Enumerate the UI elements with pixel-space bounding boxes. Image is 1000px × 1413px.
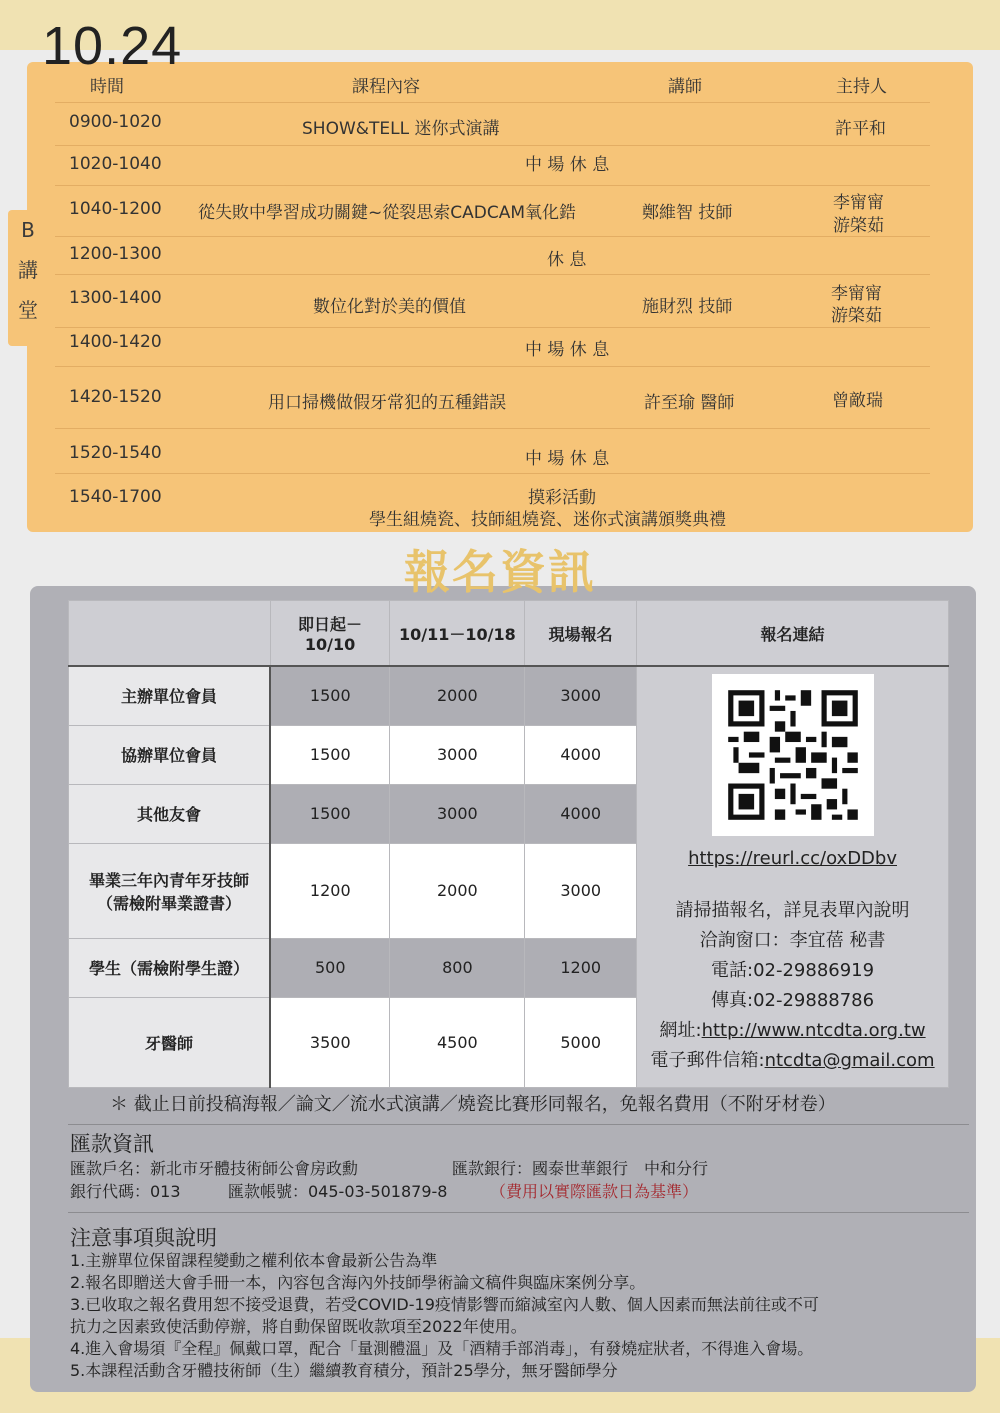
hall-char: 講 bbox=[18, 258, 38, 282]
website-link[interactable]: http://www.ntcdta.org.tw bbox=[701, 1020, 926, 1041]
fee-mid: 800 bbox=[390, 938, 525, 997]
fee-mid: 2000 bbox=[390, 666, 525, 725]
website-label: 網址: bbox=[659, 1020, 702, 1041]
fee-header-link: 報名連結 bbox=[637, 601, 949, 667]
divider bbox=[68, 1212, 969, 1213]
event-date: 10.24 bbox=[42, 16, 183, 76]
fee-row bbox=[69, 666, 949, 725]
row-host-2: 游棨茹 bbox=[831, 306, 882, 326]
hall-tab bbox=[8, 210, 48, 346]
header-host: 主持人 bbox=[836, 77, 887, 97]
row-time: 1520-1540 bbox=[69, 443, 162, 463]
remit-bank: 匯款銀行：國泰世華銀行 中和分行 bbox=[452, 1159, 709, 1178]
registration-link[interactable]: https://reurl.cc/oxDDbv bbox=[688, 848, 897, 869]
row-content: 從失敗中學習成功關鍵~從裂思索CADCAM氧化鋯 bbox=[198, 203, 577, 223]
schedule-row bbox=[55, 237, 930, 275]
fee-header-onsite: 現場報名 bbox=[525, 601, 637, 667]
schedule-row bbox=[55, 275, 930, 328]
row-content: SHOW&TELL 迷你式演講 bbox=[302, 119, 500, 139]
row-time: 1300-1400 bbox=[69, 288, 162, 308]
row-content: 用口掃機做假牙常犯的五種錯誤 bbox=[268, 393, 506, 413]
fee-mid: 4500 bbox=[390, 997, 525, 1087]
row-time: 1200-1300 bbox=[69, 244, 162, 264]
schedule-row bbox=[55, 429, 930, 474]
fee-category: 協辦單位會員 bbox=[69, 725, 271, 784]
fee-category: 主辦單位會員 bbox=[69, 666, 271, 725]
footnote: ＊ 截止日前投稿海報／論文／流水式演講／燒瓷比賽形同報名，免報名費用（不附牙材卷） bbox=[110, 1094, 836, 1115]
row-time: 1040-1200 bbox=[69, 199, 162, 219]
fee-category-line1: 畢業三年內青年牙技師 bbox=[89, 870, 250, 890]
note-item: 抗力之因素致使活動停辦，將自動保留既收款項至2022年使用。 bbox=[70, 1317, 527, 1336]
fee-onsite: 5000 bbox=[525, 997, 637, 1087]
row-host: 李甯甯 bbox=[833, 193, 884, 213]
header-speaker: 講師 bbox=[668, 77, 702, 97]
row-content: 摸彩活動 bbox=[528, 488, 596, 508]
qr-code[interactable] bbox=[712, 674, 874, 836]
fee-header-blank bbox=[69, 601, 271, 667]
fee-onsite: 4000 bbox=[525, 784, 637, 843]
fee-category-line2: （需檢附畢業證書） bbox=[97, 893, 242, 913]
row-time: 1420-1520 bbox=[69, 387, 162, 407]
row-host: 李甯甯 bbox=[831, 284, 882, 304]
note-item: 3.已收取之報名費用恕不接受退費，若受COVID-19疫情影響而縮減室內人數、個人因素而無法前往或不可 bbox=[70, 1295, 819, 1314]
fee-mid: 2000 bbox=[390, 843, 525, 938]
remit-basis: （費用以實際匯款日為基準） bbox=[490, 1182, 699, 1201]
email-label: 電子郵件信箱: bbox=[650, 1050, 765, 1071]
fee-early: 1500 bbox=[270, 666, 390, 725]
fee-onsite: 4000 bbox=[525, 725, 637, 784]
phone: 電話:02-29886919 bbox=[711, 960, 875, 981]
fee-mid: 3000 bbox=[390, 725, 525, 784]
fee-onsite: 3000 bbox=[525, 666, 637, 725]
note-item: 5.本課程活動含牙體技術師（生）繼續教育積分，預計25學分，無牙醫師學分 bbox=[70, 1361, 618, 1380]
fee-category bbox=[69, 843, 271, 938]
registration-title: 報名資訊 bbox=[404, 545, 596, 599]
schedule-row bbox=[55, 328, 930, 367]
row-host: 許平和 bbox=[835, 119, 886, 139]
fee-onsite: 3000 bbox=[525, 843, 637, 938]
scan-note: 請掃描報名，詳見表單內說明 bbox=[675, 900, 910, 921]
fee-header-early-line2: 10/10 bbox=[304, 635, 356, 654]
remit-bank-code: 銀行代碼：013 bbox=[70, 1182, 181, 1201]
notes-title: 注意事項與說明 bbox=[70, 1226, 217, 1250]
fee-header-row bbox=[69, 601, 949, 667]
note-item: 4.進入會場須『全程』佩戴口罩，配合「量測體溫」及「酒精手部消毒」，有發燒症狀者，不得進入會場。 bbox=[70, 1339, 814, 1358]
row-host-2: 游棨茹 bbox=[833, 216, 884, 236]
row-content: 數位化對於美的價值 bbox=[313, 297, 466, 317]
registration-link-cell bbox=[637, 666, 949, 1087]
fee-early: 1200 bbox=[270, 843, 390, 938]
remit-title: 匯款資訊 bbox=[70, 1132, 154, 1156]
fee-category: 學生（需檢附學生證） bbox=[69, 938, 271, 997]
row-content: 中 場 休 息 bbox=[525, 155, 610, 175]
schedule-row bbox=[55, 367, 930, 429]
fax: 傳真:02-29888786 bbox=[711, 990, 875, 1011]
row-time: 0900-1020 bbox=[69, 112, 162, 132]
schedule-row bbox=[55, 474, 930, 530]
fee-early: 3500 bbox=[270, 997, 390, 1087]
row-content: 中 場 休 息 bbox=[525, 449, 610, 469]
row-speaker: 鄭維智 技師 bbox=[642, 203, 733, 223]
fee-header-early bbox=[270, 601, 390, 667]
website bbox=[638, 1016, 947, 1046]
note-item: 2.報名即贈送大會手冊一本，內容包含海內外技師學術論文稿件與臨床案例分享。 bbox=[70, 1273, 646, 1292]
row-speaker: 施財烈 技師 bbox=[642, 297, 733, 317]
row-time: 1020-1040 bbox=[69, 154, 162, 174]
fee-header-early-line1: 即日起－ bbox=[298, 615, 363, 634]
header-content: 課程內容 bbox=[352, 77, 420, 97]
remit-account-name: 匯款戶名：新北市牙體技術師公會房政勳 bbox=[70, 1159, 359, 1178]
row-speaker: 許至瑜 醫師 bbox=[644, 393, 735, 413]
fee-early: 1500 bbox=[270, 725, 390, 784]
divider bbox=[68, 1124, 969, 1125]
fee-header-mid: 10/11－10/18 bbox=[390, 601, 525, 667]
row-content: 中 場 休 息 bbox=[525, 340, 610, 360]
remit-account-no: 匯款帳號：045-03-501879-8 bbox=[228, 1182, 448, 1201]
fee-early: 1500 bbox=[270, 784, 390, 843]
header-time: 時間 bbox=[90, 77, 124, 97]
schedule-row bbox=[55, 186, 930, 237]
hall-char: 堂 bbox=[18, 298, 38, 322]
fee-mid: 3000 bbox=[390, 784, 525, 843]
row-host: 曾敵瑞 bbox=[832, 391, 883, 411]
contact-info bbox=[638, 844, 947, 1076]
hall-char: B bbox=[21, 218, 35, 242]
fee-category: 牙醫師 bbox=[69, 997, 271, 1087]
fee-onsite: 1200 bbox=[525, 938, 637, 997]
row-content: 休 息 bbox=[547, 250, 587, 270]
fee-table bbox=[68, 600, 949, 1088]
schedule-row bbox=[55, 102, 930, 146]
email bbox=[638, 1046, 947, 1076]
schedule-row bbox=[55, 145, 930, 186]
row-content-2: 學生組燒瓷、技師組燒瓷、迷你式演講頒獎典禮 bbox=[369, 510, 726, 530]
qr-code-icon bbox=[712, 674, 874, 836]
fee-early: 500 bbox=[270, 938, 390, 997]
note-item: 1.主辦單位保留課程變動之權利依本會最新公告為準 bbox=[70, 1251, 438, 1270]
row-time: 1400-1420 bbox=[69, 332, 162, 352]
email-link[interactable]: ntcdta@gmail.com bbox=[764, 1050, 935, 1071]
fee-category: 其他友會 bbox=[69, 784, 271, 843]
row-time: 1540-1700 bbox=[69, 487, 162, 507]
contact-person: 洽詢窗口：李宜蓓 秘書 bbox=[699, 930, 886, 951]
